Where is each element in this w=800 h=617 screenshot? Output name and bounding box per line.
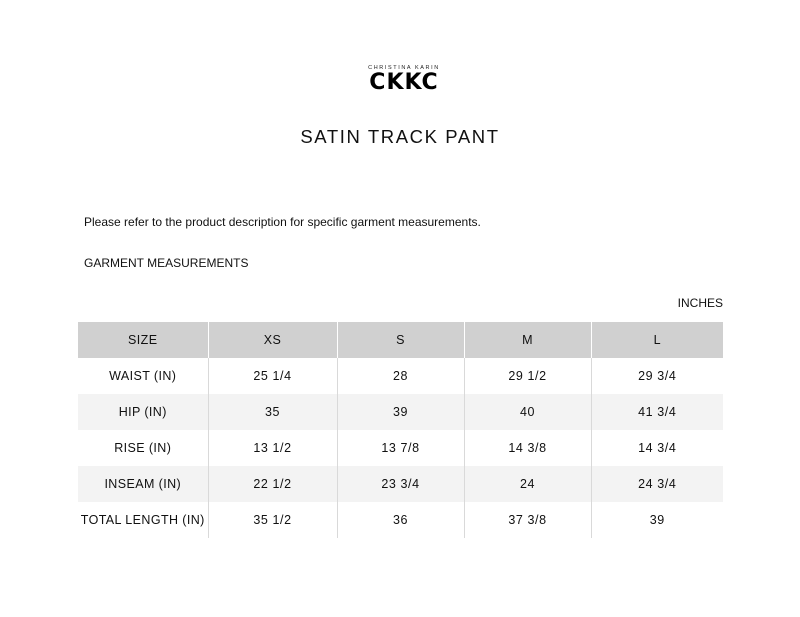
table-cell: 40 [464,394,591,430]
table-cell: 25 1/4 [208,358,337,394]
table-cell: 41 3/4 [591,394,723,430]
table-row [78,502,723,538]
table-row [78,466,723,502]
table-cell: 35 1/2 [208,502,337,538]
row-label: TOTAL LENGTH (IN) [80,513,205,527]
table-cell: 22 1/2 [208,466,337,502]
table-cell: 28 [337,358,464,394]
table-cell: 39 [337,394,464,430]
table-cell: 24 [464,466,591,502]
size-chart-table [78,322,723,538]
brand-mark: CKKC [369,70,439,95]
row-label: INSEAM (IN) [78,466,208,502]
table-cell: 36 [337,502,464,538]
units-label: INCHES [677,296,723,310]
brand-subtitle: CHRISTINA KARIN [368,65,440,71]
header-xs: XS [208,322,337,358]
table-cell: 29 1/2 [464,358,591,394]
table-cell: 24 3/4 [591,466,723,502]
table-row [78,394,723,430]
table-cell: 37 3/8 [464,502,591,538]
table-cell: 14 3/4 [591,430,723,466]
table-cell: 23 3/4 [337,466,464,502]
header-size: SIZE [78,322,208,358]
table-cell: 13 7/8 [337,430,464,466]
section-title: GARMENT MEASUREMENTS [84,256,249,270]
row-label: HIP (IN) [78,394,208,430]
row-label: RISE (IN) [114,441,172,455]
table-header-row [78,322,723,358]
header-l: L [591,322,723,358]
header-s: S [337,322,464,358]
table-row [78,358,723,394]
table-cell: 13 1/2 [208,430,337,466]
brand-logo [360,64,448,98]
table-cell: 14 3/8 [464,430,591,466]
header-m: M [464,322,591,358]
table-row [78,430,723,466]
row-label: WAIST (IN) [109,369,177,383]
page-title: SATIN TRACK PANT [300,126,500,147]
table-cell: 39 [591,502,723,538]
measurement-note: Please refer to the product description for specific garment measurements. [84,215,481,229]
table-cell: 29 3/4 [591,358,723,394]
table-cell: 35 [208,394,337,430]
